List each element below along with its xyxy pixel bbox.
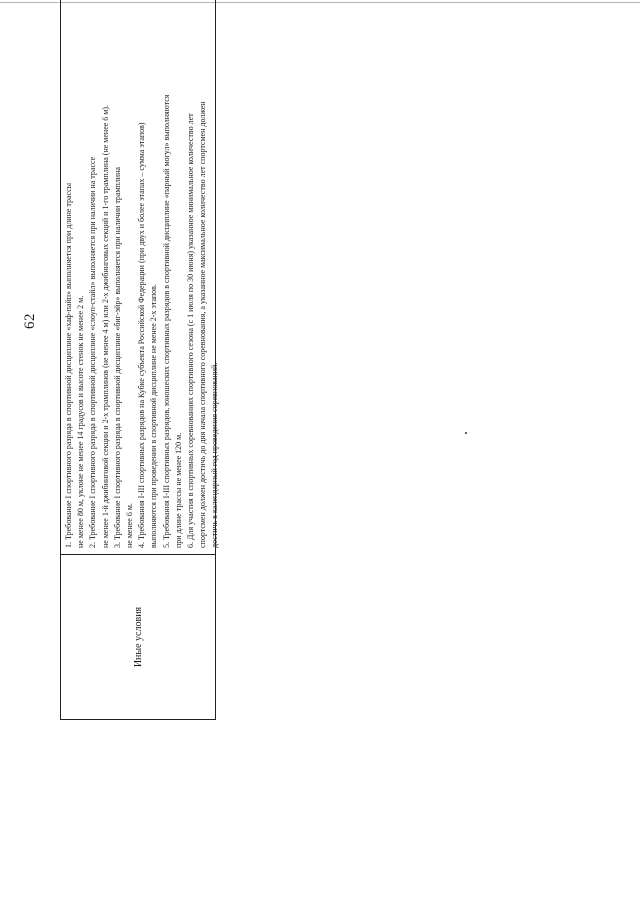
table-line: не менее 6 м. <box>125 503 135 548</box>
rotated-page <box>18 0 598 724</box>
table-line: 4. Требования I-III спортивных разрядов на Кубке субъекта Российской Федерации (при двух и более этапах – сумма этапов) <box>137 122 147 548</box>
table-label-cell <box>61 554 215 719</box>
table-line: достичь в календарный год проведения соревнований. <box>210 362 220 548</box>
table-line: спортсмен должен достичь до дня начала спортивного соревнования, а указанное максимальное количество лет спортсмен должен <box>198 101 208 548</box>
page-number: 62 <box>22 313 38 329</box>
table-line: не менее 1-й джибинговой секции и 2-х трамплинов (не менее 4 м) или 2-х джибинговых секций и 1-го трамплина (не менее 6 м). <box>100 104 110 548</box>
table-label: Иные условия <box>132 606 144 668</box>
table-line: 5. Требования I-III спортивных разрядов, юношеских спортивных разрядов в спортивной дисциплине «парный могул» выполняются <box>161 94 171 548</box>
table-line: 2. Требование I спортивного разряда в спортивной дисциплине «слоуп-стайл» выполняется при наличии на трассе <box>88 156 98 548</box>
table-line: 3. Требование I спортивного разряда в спортивной дисциплине «биг-эйр» выполняется при наличии трамплина <box>112 167 122 548</box>
table-line: выполняются при проведении в спортивной дисциплине не менее 2-х этапов. <box>149 284 159 548</box>
table-line: не менее 80 м, уклоне не менее 14 градусов и высоте стенок не менее 2 м. <box>76 295 86 548</box>
table-content-cell <box>61 0 220 553</box>
table-line: при длине трассы не менее 120 м. <box>173 432 183 548</box>
conditions-table <box>60 0 220 720</box>
table-line: 6. Для участия в спортивных соревнованиях спортивного сезона (с 1 июля по 30 июня) указанное минимальное количество лет <box>186 113 196 548</box>
table-line: 1. Требование I спортивного разряда в спортивной дисциплине «хаф-пайп» выполняется при длине трассы <box>64 182 73 548</box>
